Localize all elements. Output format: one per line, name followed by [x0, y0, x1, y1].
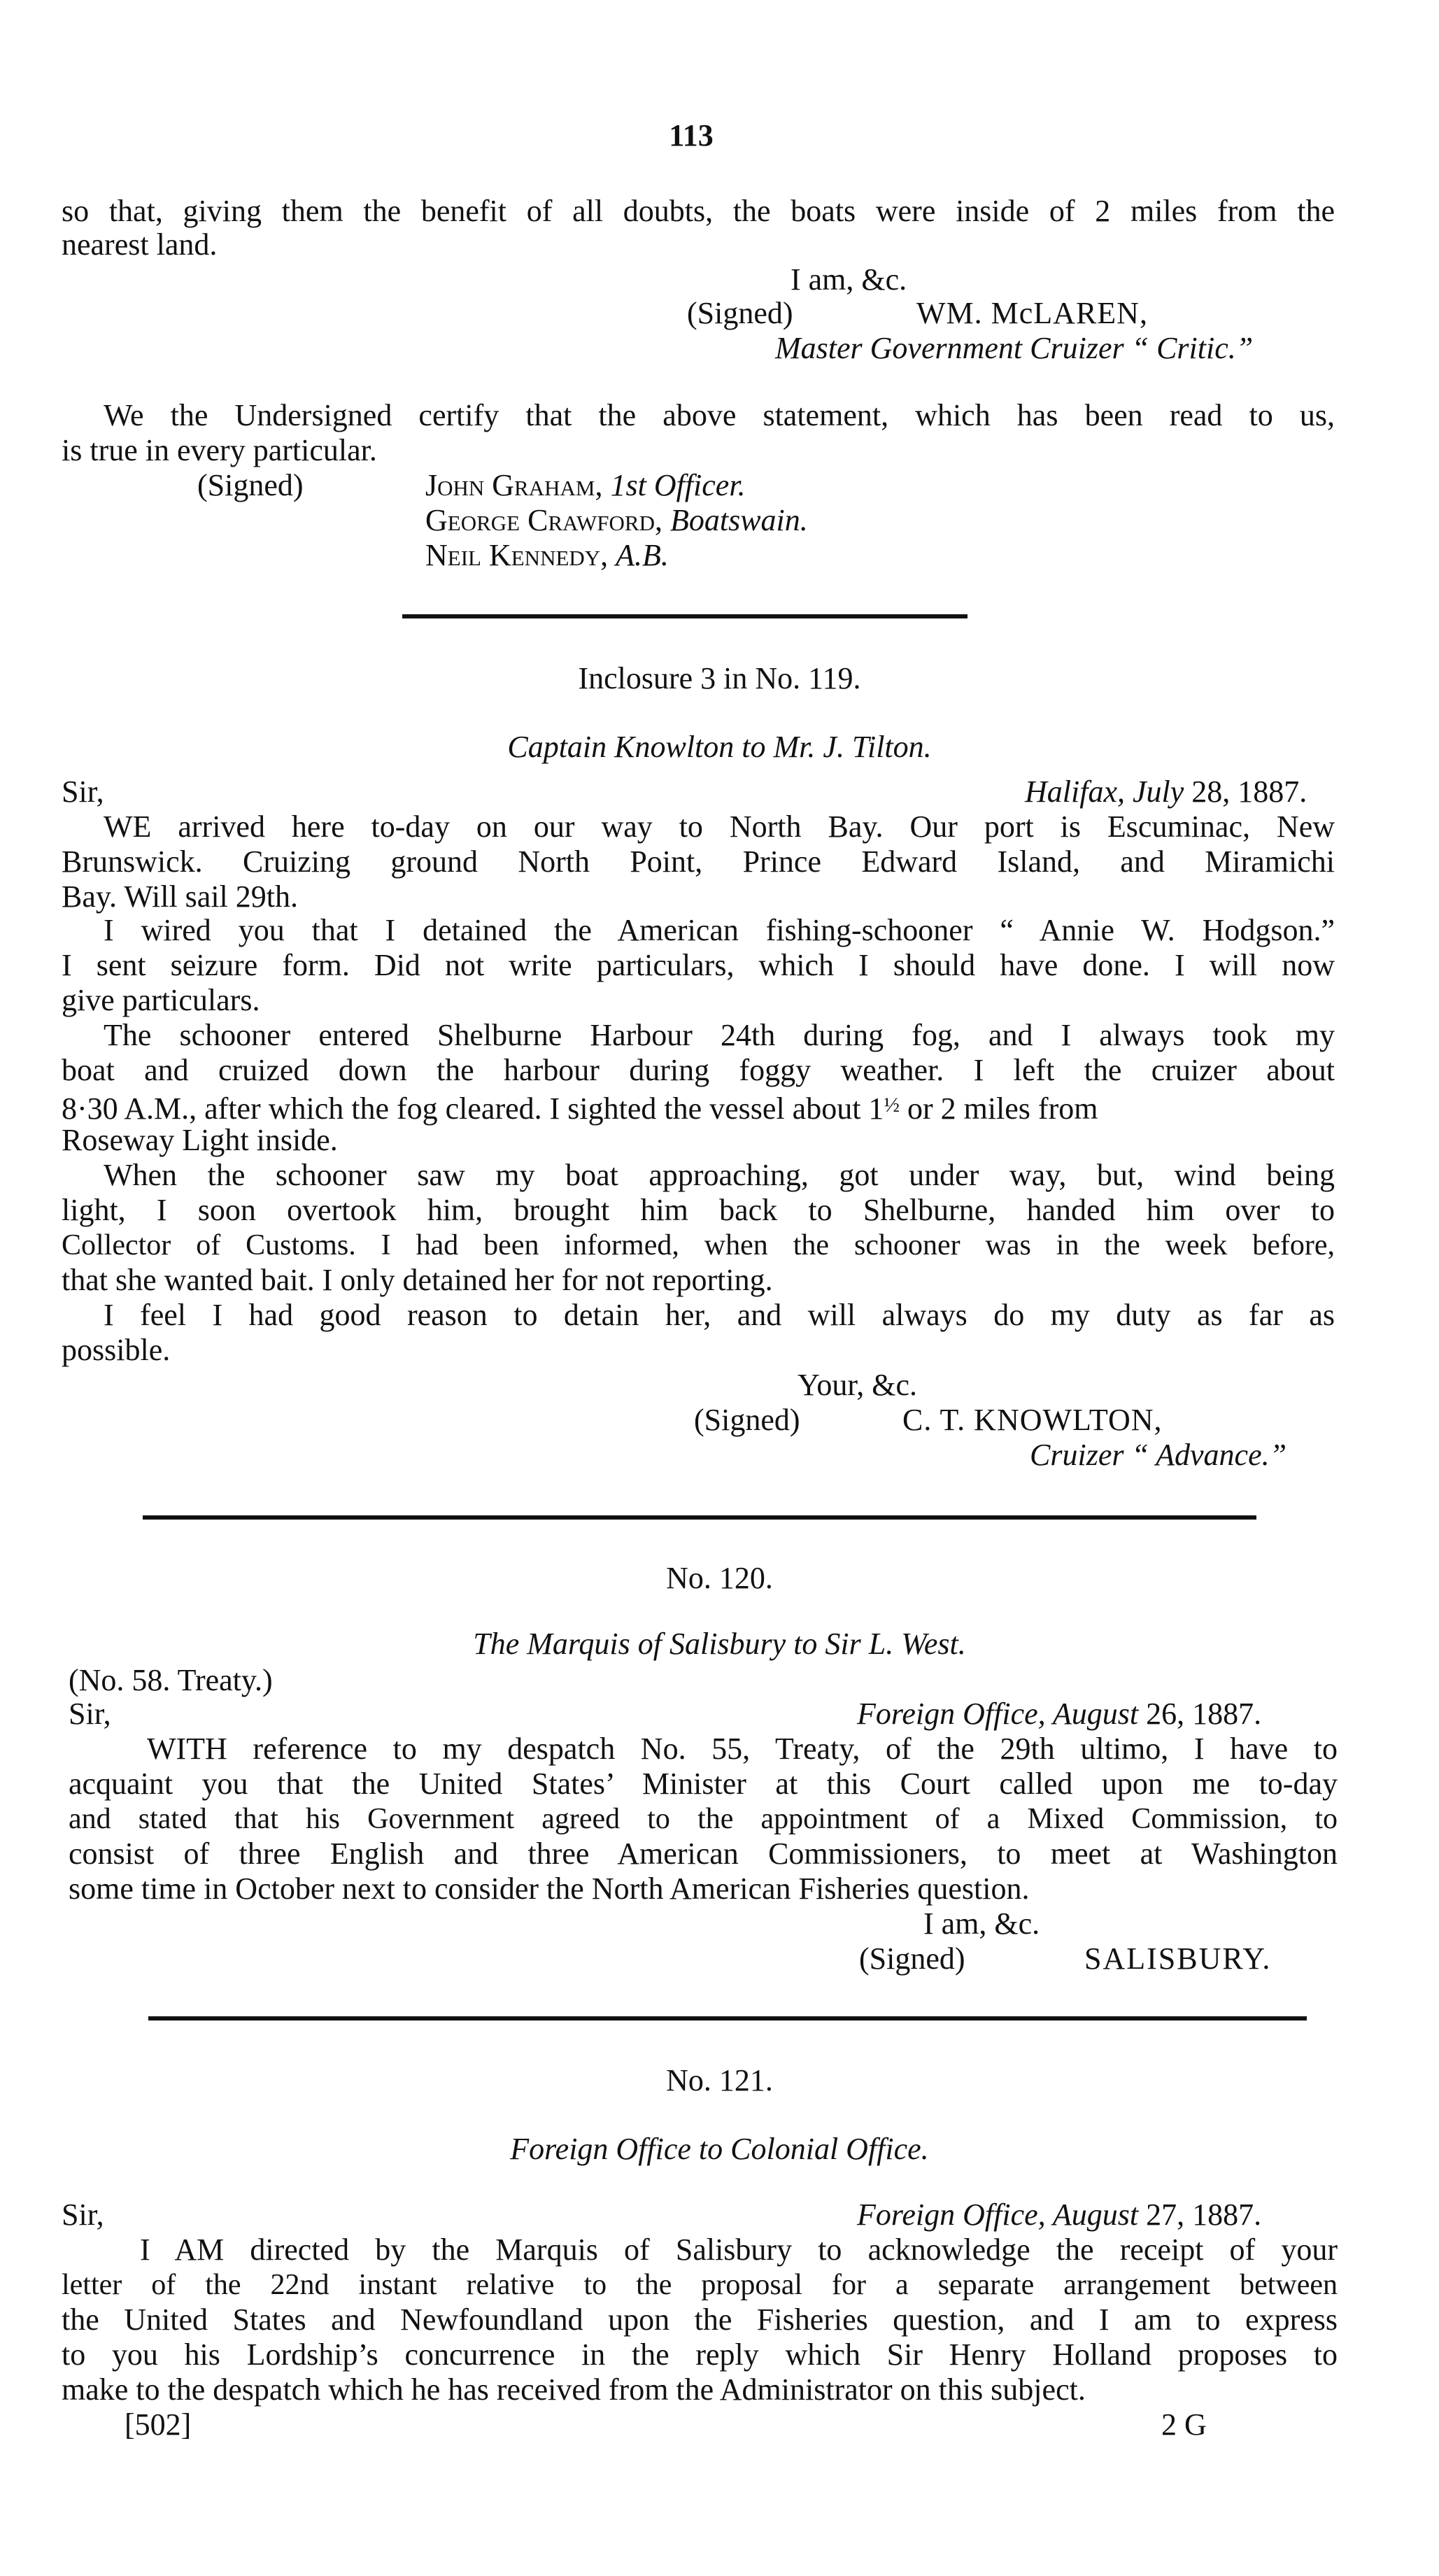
no121-line: the United States and Newfoundland upon the Fisheries question, and I am to express: [62, 2302, 1338, 2337]
inclosure-line: Collector of Customs. I had been informed, when the schooner was in the week before,: [62, 1229, 1335, 1261]
no120-closing: I am, &c.: [923, 1906, 1040, 1941]
fraction-half: ½: [884, 1094, 900, 1117]
no120-heading: No. 120.: [666, 1561, 773, 1595]
inclosure-salutation: Sir,: [62, 774, 104, 809]
inclosure-line: The schooner entered Shelburne Harbour 24th during fog, and I always took my: [104, 1018, 1335, 1052]
no120-line: acquaint you that the United States’ Minister at this Court called upon me to-day: [69, 1767, 1338, 1801]
no120-signed: (Signed): [859, 1941, 965, 1976]
no120-place-date: Foreign Office, August: [857, 1697, 1139, 1731]
inclosure-line: give particulars.: [62, 983, 260, 1017]
inclosure-line: light, I soon overtook him, brought him back to Shelburne, handed him over to: [62, 1193, 1335, 1227]
inclosure-line: I feel I had good reason to detain her, and will always do my duty as far as: [104, 1298, 1335, 1332]
inclosure-line-8a: 8·30 A.M., after which the fog cleared. I sighted the vessel about 1: [62, 1091, 884, 1126]
no120-date: [857, 1696, 1261, 1732]
inclosure-signer-title: Cruizer “ Advance.”: [1030, 1438, 1287, 1472]
section-rule-3: [148, 2016, 1307, 2021]
inclosure-line: possible.: [62, 1333, 171, 1367]
inclosure-line: I wired you that I detained the American fishing-schooner “ Annie W. Hodgson.”: [104, 913, 1335, 947]
continuation-signed: (Signed): [687, 296, 793, 330]
signature-mark: 2 G: [1161, 2407, 1207, 2442]
inclosure-line-8b: or 2 miles from: [907, 1091, 1098, 1126]
no120-date-rest: 26, 1887.: [1146, 1697, 1262, 1731]
inclosure-line-with-fraction: [62, 1087, 1098, 1127]
continuation-line-1: so that, giving them the benefit of all doubts, the boats were inside of 2 miles from the: [62, 194, 1335, 228]
inclosure-line: Roseway Light inside.: [62, 1123, 338, 1157]
section-rule-2: [143, 1515, 1256, 1520]
certification-line-2: is true in every particular.: [62, 433, 377, 467]
no120-line: and stated that his Government agreed to the appointment of a Mixed Commission, to: [69, 1803, 1338, 1835]
page-number: 113: [669, 118, 714, 153]
no121-heading: No. 121.: [666, 2063, 773, 2097]
no120-subheading: The Marquis of Salisbury to Sir L. West.: [473, 1627, 966, 1661]
inclosure-subheading: Captain Knowlton to Mr. J. Tilton.: [507, 730, 932, 764]
inclosure-line: WE arrived here to-day on our way to North Bay. Our port is Escuminac, New: [104, 809, 1335, 844]
signatory-3-name: Neil Kennedy,: [425, 538, 609, 572]
no121-salutation: Sir,: [62, 2198, 104, 2232]
inclosure-line: I sent seizure form. Did not write particulars, which I should have done. I will now: [62, 948, 1335, 982]
no120-reference: (No. 58. Treaty.): [69, 1663, 273, 1697]
inclosure-date: [1025, 774, 1307, 810]
no120-line: some time in October next to consider the North American Fisheries question.: [69, 1871, 1030, 1906]
signatory-2-name: George Crawford,: [425, 503, 662, 537]
no120-line: consist of three English and three American Commissioners, to meet at Washington: [69, 1837, 1338, 1871]
certification-line-1: We the Undersigned certify that the above statement, which has been read to us,: [104, 398, 1335, 432]
no121-line: I AM directed by the Marquis of Salisbury to acknowledge the receipt of your: [140, 2232, 1338, 2267]
inclosure-line: Bay. Will sail 29th.: [62, 879, 298, 914]
inclosure-signer: C. T. KNOWLTON,: [902, 1403, 1163, 1437]
section-rule-1: [402, 614, 967, 618]
inclosure-line: boat and cruized down the harbour during foggy weather. I left the cruizer about: [62, 1053, 1335, 1087]
no121-subheading: Foreign Office to Colonial Office.: [510, 2132, 929, 2166]
no121-line: letter of the 22nd instant relative to the proposal for a separate arrangement between: [62, 2269, 1338, 2301]
inclosure-signed: (Signed): [694, 1403, 800, 1437]
signatory-1-name: John Graham,: [425, 468, 603, 502]
inclosure-date-rest: 28, 1887.: [1191, 774, 1307, 809]
no120-line: WITH reference to my despatch No. 55, Treaty, of the 29th ultimo, I have to: [147, 1732, 1338, 1766]
no121-date: [857, 2197, 1261, 2233]
signatory-3-role: A.B.: [616, 538, 669, 572]
no121-line: to you his Lordship’s concurrence in the reply which Sir Henry Holland proposes to: [62, 2337, 1338, 2372]
signatory-1: [425, 467, 746, 504]
no120-salutation: Sir,: [69, 1697, 111, 1731]
inclosure-line: that she wanted bait. I only detained her for not reporting.: [62, 1263, 773, 1297]
signatory-1-role: 1st Officer.: [610, 468, 746, 502]
continuation-line-2: nearest land.: [62, 227, 218, 262]
inclosure-place-date: Halifax, July: [1025, 774, 1184, 809]
signatory-2-role: Boatswain.: [669, 503, 808, 537]
no121-line: make to the despatch which he has received from the Administrator on this subject.: [62, 2372, 1086, 2407]
inclosure-heading: Inclosure 3 in No. 119.: [578, 661, 861, 695]
signatory-3: [425, 537, 669, 574]
inclosure-line: Brunswick. Cruizing ground North Point, Prince Edward Island, and Miramichi: [62, 844, 1335, 879]
inclosure-closing: Your, &c.: [798, 1368, 918, 1402]
continuation-closing: I am, &c.: [791, 262, 907, 297]
no120-signer: SALISBURY.: [1084, 1941, 1272, 1976]
no121-place-date: Foreign Office, August: [857, 2198, 1139, 2232]
continuation-signer-title: Master Government Cruizer “ Critic.”: [775, 331, 1254, 365]
no121-date-rest: 27, 1887.: [1146, 2198, 1262, 2232]
continuation-signer: WM. McLAREN,: [916, 296, 1148, 330]
signatory-2: [425, 502, 808, 539]
print-number: [502]: [125, 2407, 192, 2442]
inclosure-line: When the schooner saw my boat approaching, got under way, but, wind being: [104, 1158, 1335, 1192]
certification-signed: (Signed): [197, 468, 304, 502]
